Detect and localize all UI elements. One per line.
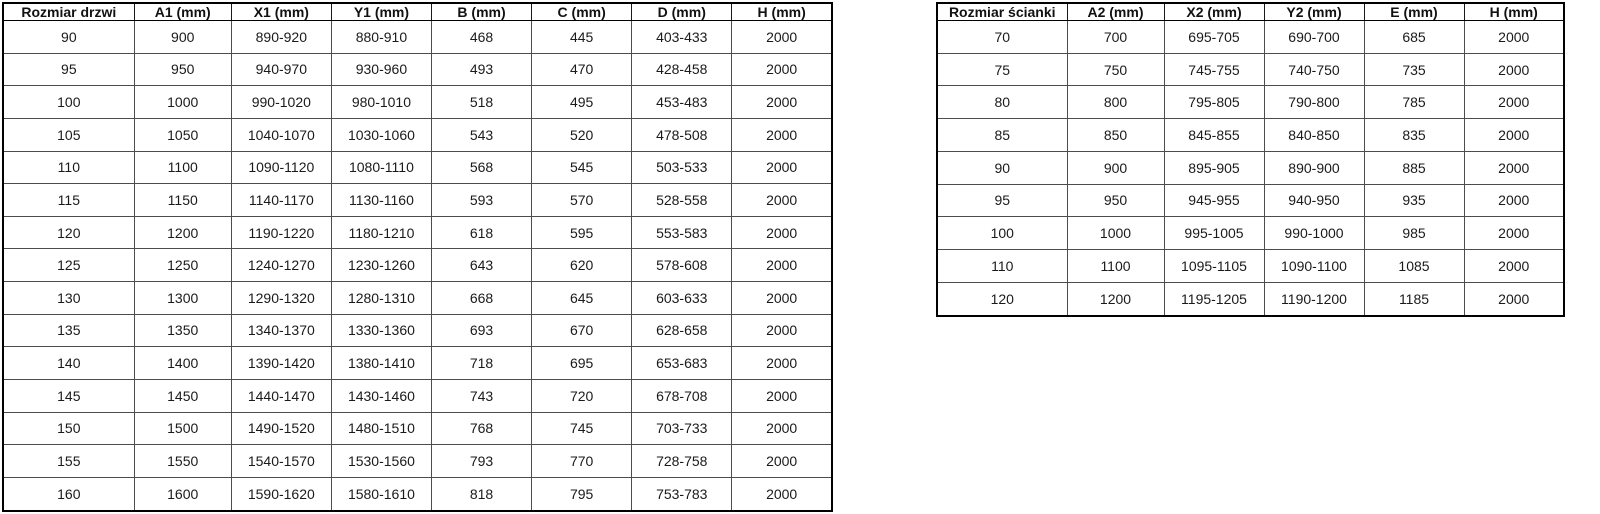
table-cell: 2000 [1464,184,1564,217]
table-cell: 1550 [134,445,231,478]
table-cell: 2000 [1464,282,1564,316]
table-row [3,151,832,184]
column-header: Y1 (mm) [331,3,431,21]
table-cell: 120 [3,216,134,249]
table-cell: 643 [431,249,531,282]
table-cell: 1450 [134,379,231,412]
table-cell: 95 [937,184,1067,217]
table-cell: 2000 [732,53,832,86]
wall-table-body [937,21,1564,317]
table-cell: 470 [532,53,632,86]
table-cell: 100 [3,86,134,119]
table-cell: 145 [3,379,134,412]
table-cell: 990-1020 [231,86,331,119]
table-cell: 90 [937,151,1067,184]
table-cell: 1100 [134,151,231,184]
table-cell: 1080-1110 [331,151,431,184]
table-cell: 653-683 [632,347,732,380]
table-cell: 70 [937,21,1067,54]
column-header: H (mm) [1464,3,1564,21]
table-cell: 1180-1210 [331,216,431,249]
table-cell: 1140-1170 [231,184,331,217]
table-cell: 110 [3,151,134,184]
table-row [3,21,832,54]
column-header: X2 (mm) [1164,3,1264,21]
table-cell: 1490-1520 [231,412,331,445]
table-cell: 115 [3,184,134,217]
table-row [3,53,832,86]
table-cell: 795 [532,477,632,511]
table-cell: 1195-1205 [1164,282,1264,316]
table-cell: 703-733 [632,412,732,445]
table-cell: 753-783 [632,477,732,511]
table-cell: 645 [532,282,632,315]
table-cell: 950 [134,53,231,86]
table-cell: 120 [937,282,1067,316]
table-cell: 728-758 [632,445,732,478]
table-cell: 1400 [134,347,231,380]
table-cell: 2000 [1464,86,1564,119]
table-cell: 693 [431,314,531,347]
table-cell: 670 [532,314,632,347]
table-cell: 2000 [732,477,832,511]
table-cell: 745-755 [1164,53,1264,86]
table-cell: 935 [1364,184,1464,217]
table-row [937,184,1564,217]
table-cell: 850 [1067,119,1164,152]
table-cell: 900 [134,21,231,54]
column-header: X1 (mm) [231,3,331,21]
table-cell: 770 [532,445,632,478]
table-cell: 95 [3,53,134,86]
table-cell: 745 [532,412,632,445]
table-cell: 890-900 [1264,151,1364,184]
door-table-body [3,21,832,512]
table-cell: 940-950 [1264,184,1364,217]
table-cell: 75 [937,53,1067,86]
table-cell: 553-583 [632,216,732,249]
table-row [937,119,1564,152]
table-row [3,477,832,511]
table-cell: 1190-1200 [1264,282,1364,316]
table-cell: 2000 [732,118,832,151]
table-cell: 2000 [1464,151,1564,184]
table-cell: 678-708 [632,379,732,412]
table-cell: 880-910 [331,21,431,54]
table-cell: 1230-1260 [331,249,431,282]
table-cell: 518 [431,86,531,119]
table-cell: 930-960 [331,53,431,86]
table-cell: 1580-1610 [331,477,431,511]
table-cell: 1240-1270 [231,249,331,282]
door-size-table [2,2,833,512]
table-cell: 720 [532,379,632,412]
table-cell: 945-955 [1164,184,1264,217]
table-cell: 2000 [732,412,832,445]
table-cell: 1430-1460 [331,379,431,412]
table-cell: 1090-1100 [1264,250,1364,283]
table-cell: 570 [532,184,632,217]
table-row [3,216,832,249]
table-cell: 468 [431,21,531,54]
table-cell: 1095-1105 [1164,250,1264,283]
table-cell: 603-633 [632,282,732,315]
table-cell: 1380-1410 [331,347,431,380]
table-cell: 1290-1320 [231,282,331,315]
table-cell: 743 [431,379,531,412]
table-cell: 1185 [1364,282,1464,316]
table-cell: 130 [3,282,134,315]
table-cell: 155 [3,445,134,478]
table-cell: 90 [3,21,134,54]
column-header: B (mm) [431,3,531,21]
header-row [3,3,832,21]
table-cell: 2000 [732,282,832,315]
table-cell: 140 [3,347,134,380]
table-cell: 2000 [1464,53,1564,86]
table-cell: 125 [3,249,134,282]
table-cell: 695-705 [1164,21,1264,54]
table-cell: 1530-1560 [331,445,431,478]
table-cell: 503-533 [632,151,732,184]
table-cell: 990-1000 [1264,217,1364,250]
table-cell: 840-850 [1264,119,1364,152]
table-cell: 1330-1360 [331,314,431,347]
table-cell: 718 [431,347,531,380]
table-cell: 1190-1220 [231,216,331,249]
table-cell: 1200 [1067,282,1164,316]
table-cell: 2000 [732,216,832,249]
table-row [3,314,832,347]
table-cell: 105 [3,118,134,151]
table-cell: 1500 [134,412,231,445]
door-table-header [3,3,832,21]
column-header: Y2 (mm) [1264,3,1364,21]
table-cell: 403-433 [632,21,732,54]
table-cell: 793 [431,445,531,478]
table-row [3,184,832,217]
table-cell: 520 [532,118,632,151]
table-cell: 1250 [134,249,231,282]
table-cell: 690-700 [1264,21,1364,54]
column-header: H (mm) [732,3,832,21]
table-cell: 595 [532,216,632,249]
table-cell: 1340-1370 [231,314,331,347]
table-cell: 135 [3,314,134,347]
table-cell: 528-558 [632,184,732,217]
table-row [3,412,832,445]
table-cell: 150 [3,412,134,445]
table-cell: 1300 [134,282,231,315]
column-header: A2 (mm) [1067,3,1164,21]
table-cell: 1085 [1364,250,1464,283]
table-row [937,282,1564,316]
column-header: Rozmiar ścianki [937,3,1067,21]
table-row [937,217,1564,250]
column-header: Rozmiar drzwi [3,3,134,21]
table-cell: 1480-1510 [331,412,431,445]
table-cell: 618 [431,216,531,249]
table-cell: 2000 [732,249,832,282]
table-cell: 1000 [1067,217,1164,250]
table-cell: 2000 [1464,21,1564,54]
table-cell: 543 [431,118,531,151]
table-row [937,151,1564,184]
table-cell: 995-1005 [1164,217,1264,250]
table-cell: 110 [937,250,1067,283]
table-cell: 885 [1364,151,1464,184]
table-row [3,347,832,380]
table-cell: 795-805 [1164,86,1264,119]
table-cell: 980-1010 [331,86,431,119]
table-cell: 2000 [732,347,832,380]
table-cell: 790-800 [1264,86,1364,119]
column-header: C (mm) [532,3,632,21]
table-cell: 2000 [1464,250,1564,283]
table-cell: 1130-1160 [331,184,431,217]
table-row [937,53,1564,86]
table-cell: 750 [1067,53,1164,86]
table-cell: 2000 [732,445,832,478]
table-cell: 668 [431,282,531,315]
table-cell: 2000 [732,184,832,217]
table-row [3,118,832,151]
table-cell: 895-905 [1164,151,1264,184]
column-header: D (mm) [632,3,732,21]
table-cell: 628-658 [632,314,732,347]
table-cell: 1200 [134,216,231,249]
table-cell: 785 [1364,86,1464,119]
table-cell: 835 [1364,119,1464,152]
table-cell: 568 [431,151,531,184]
table-cell: 1030-1060 [331,118,431,151]
table-cell: 1050 [134,118,231,151]
table-cell: 80 [937,86,1067,119]
table-cell: 2000 [732,21,832,54]
table-cell: 900 [1067,151,1164,184]
table-cell: 695 [532,347,632,380]
table-cell: 2000 [732,151,832,184]
table-cell: 768 [431,412,531,445]
table-cell: 593 [431,184,531,217]
table-cell: 2000 [1464,217,1564,250]
table-cell: 985 [1364,217,1464,250]
wall-size-table-container [936,2,1565,317]
table-row [3,282,832,315]
table-cell: 1390-1420 [231,347,331,380]
table-row [3,379,832,412]
table-row [937,86,1564,119]
table-cell: 685 [1364,21,1464,54]
table-row [937,21,1564,54]
table-cell: 950 [1067,184,1164,217]
table-cell: 1600 [134,477,231,511]
table-cell: 1090-1120 [231,151,331,184]
table-cell: 1000 [134,86,231,119]
table-cell: 620 [532,249,632,282]
table-cell: 2000 [732,379,832,412]
table-cell: 2000 [732,314,832,347]
table-cell: 545 [532,151,632,184]
table-cell: 495 [532,86,632,119]
header-row [937,3,1564,21]
table-row [3,86,832,119]
table-cell: 578-608 [632,249,732,282]
table-cell: 1040-1070 [231,118,331,151]
table-cell: 2000 [732,86,832,119]
table-row [937,250,1564,283]
table-row [3,249,832,282]
table-cell: 1100 [1067,250,1164,283]
wall-table-header [937,3,1564,21]
table-cell: 700 [1067,21,1164,54]
column-header: E (mm) [1364,3,1464,21]
table-cell: 818 [431,477,531,511]
table-cell: 1150 [134,184,231,217]
table-cell: 845-855 [1164,119,1264,152]
table-cell: 1350 [134,314,231,347]
table-cell: 800 [1067,86,1164,119]
table-cell: 160 [3,477,134,511]
table-cell: 1590-1620 [231,477,331,511]
table-cell: 940-970 [231,53,331,86]
table-cell: 453-483 [632,86,732,119]
table-cell: 85 [937,119,1067,152]
table-cell: 478-508 [632,118,732,151]
table-cell: 428-458 [632,53,732,86]
table-cell: 493 [431,53,531,86]
table-cell: 2000 [1464,119,1564,152]
door-size-table-container [2,2,833,512]
table-cell: 735 [1364,53,1464,86]
table-cell: 890-920 [231,21,331,54]
table-cell: 1440-1470 [231,379,331,412]
table-row [3,445,832,478]
table-cell: 740-750 [1264,53,1364,86]
table-cell: 445 [532,21,632,54]
table-cell: 1280-1310 [331,282,431,315]
column-header: A1 (mm) [134,3,231,21]
table-cell: 1540-1570 [231,445,331,478]
table-cell: 100 [937,217,1067,250]
wall-size-table [936,2,1565,317]
